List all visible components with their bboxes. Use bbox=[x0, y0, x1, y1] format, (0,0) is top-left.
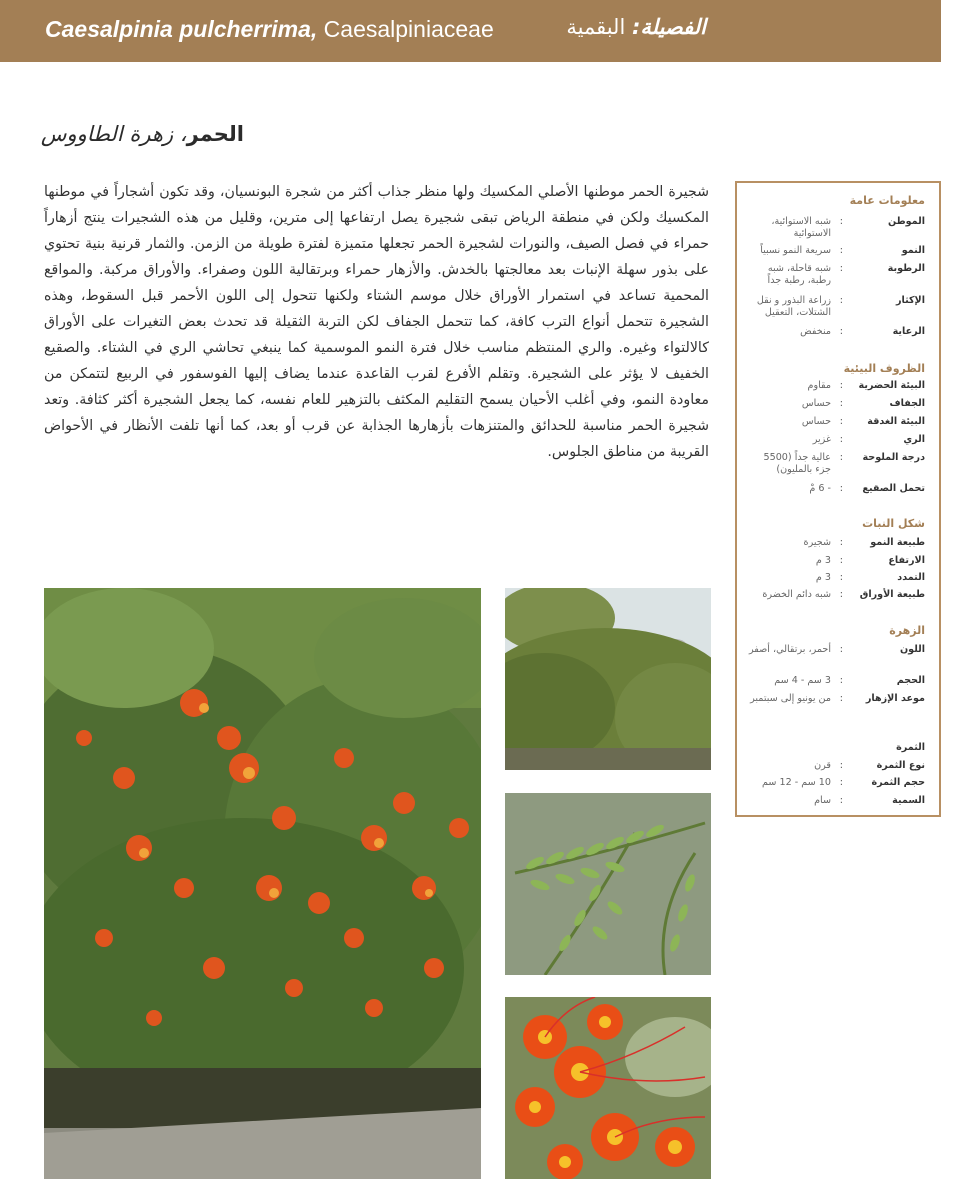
info-value: زراعة البذور و نقل الشتلات، التعقيل bbox=[756, 295, 831, 318]
info-value: من يونيو إلى سبتمبر bbox=[750, 693, 831, 704]
header-bar bbox=[0, 0, 941, 62]
scientific-name bbox=[45, 16, 494, 43]
info-label: الري bbox=[903, 434, 925, 445]
section-title-fruit: الثمرة bbox=[896, 742, 925, 753]
info-value: شبه دائم الخضرة bbox=[762, 589, 831, 600]
info-label: الرطوبة bbox=[887, 263, 925, 274]
title-separator: ، bbox=[179, 122, 187, 146]
info-value: 3 م bbox=[815, 555, 831, 566]
info-label: موعد الإزهار bbox=[865, 693, 925, 704]
description-paragraph: شجيرة الحمر موطنها الأصلي المكسيك ولها منظر جذاب أكثر من شجرة البونسيان، وقد تكون أشجاراً في موطنها المكسيك ولكن في منطقة الرياض تبقى شجيرة يصل ارتفاعها إلى مترين، وقليل من هذه الشجيرات ينتج أزهاراً حمراء في فصل الصيف، والنورات لشجيرة الحمر تجعلها متميزة لفترة طويلة من الزمن. والثمار قرنية بنية تحتوي على بذور سهلة الإنبات بعد معالجتها بالخدش. والأزهار حمراء وبرتقالية اللون وصفراء. والأوراق مركبة. والمواقع المحمية تساعد في استمرار الأوراق خلال موسم الشتاء ولكنها تتحول إلى اللون الأحمر قبل السقوط، وهذه الشجيرة تتحمل أنواع الترب كافة، كما تتحمل الجفاف لكن التربة الثقيلة قد تحدث بعض التغيرات على الأوراق كالالتواء وغيره. والري المنتظم مناسب خلال فترة النمو الموسمية كما ينبغي تحاشي الري في الشتاء. والصقيع الخفيف لا يؤثر على الشجيرة. وتقلم الأفرع لقرب القاعدة عندما يضاف إليها الفوسفور في الربيع لتتمكن من معاودة النمو، وفي أغلب الأحيان يسمح التقليم المكثف بالتزهير للعام نفسه، كما يجعل الشجيرة أكثر كثافة. وتعد شجيرة الحمر مناسبة للحدائق والمتنزهات بأزهارها الجذابة عن قرب أو بعد، كما أنها تلفت الأنظار في الأحواض القريبة من مناطق الجلوس. bbox=[44, 184, 709, 460]
info-label: الحجم bbox=[896, 675, 925, 686]
info-label: درجة الملوحة bbox=[862, 452, 925, 463]
info-value: مقاوم bbox=[807, 380, 831, 391]
page-title bbox=[40, 122, 244, 146]
plant-alt-name: زهرة الطاووس bbox=[40, 122, 174, 146]
info-value: 3 م bbox=[815, 572, 831, 583]
info-value: حساس bbox=[801, 398, 831, 409]
info-label: طبيعة الأوراق bbox=[859, 589, 925, 600]
section-title-form: شكل النبات bbox=[862, 517, 925, 530]
info-label: البيئة الحضرية bbox=[858, 380, 925, 391]
info-label: البيئة الغدقة bbox=[867, 416, 925, 427]
species-name: Caesalpinia pulcherrima, bbox=[45, 16, 318, 42]
info-value: أحمر، برتقالي، أصفر bbox=[748, 644, 831, 655]
family-latin: Caesalpiniaceae bbox=[323, 16, 494, 42]
plant-name: الحمر bbox=[186, 122, 244, 146]
section-title-environment: الظروف البيئية bbox=[843, 362, 925, 375]
info-label: النمو bbox=[901, 245, 925, 256]
info-label: الإكثار bbox=[895, 295, 925, 306]
info-value: شجيرة bbox=[803, 537, 831, 548]
info-label: طبيعة النمو bbox=[870, 537, 925, 548]
leaves-photo bbox=[505, 793, 711, 975]
section-title-flower: الزهرة bbox=[889, 624, 925, 637]
info-label: السمية bbox=[892, 795, 925, 806]
info-value: شبه قاحلة، شبه رطبة، رطبة جداً bbox=[767, 263, 831, 286]
shrub-photo bbox=[44, 588, 481, 1179]
info-value: - 6 مْ bbox=[809, 483, 831, 494]
info-value: غزير bbox=[812, 434, 831, 445]
info-label: تحمل الصقيع bbox=[862, 483, 925, 494]
info-label: اللون bbox=[899, 644, 925, 655]
family-label: الفصيلة: bbox=[631, 15, 706, 39]
family-arabic bbox=[566, 15, 706, 39]
info-value: عالية جداً (5500 جزء بالمليون) bbox=[763, 452, 831, 475]
info-label: التمدد bbox=[897, 572, 925, 583]
info-value: سام bbox=[814, 795, 831, 806]
info-label: الارتفاع bbox=[888, 555, 925, 566]
info-label: الرعاية bbox=[892, 326, 925, 337]
info-value: قرن bbox=[814, 760, 831, 771]
info-value: شبه الاستوائية، الاستوائية bbox=[771, 216, 831, 239]
info-label: نوع الثمرة bbox=[876, 760, 925, 771]
info-sidebar: معلومات عامة الموطن : شبه الاستوائية، الاستوائية النمو : سريعة النمو نسبياً الرطوبة : شبه قاحلة، شبه رطبة، رطبة جداً الإكثار : زراعة البذور و نقل الشتلات، التعقيل الرعاية : منخفض الظروف البيئية البيئة الحضرية : مقاوم الجفاف : حساس البيئة الغدقة : حساس الري : غزير درجة الملوحة : عالية جداً (5500 جزء بالمليون) تحمل الصقيع : - 6 مْ شكل النبات طبيعة النمو : شجيرة الارتفاع : 3 م التمدد : 3 م طبيعة الأوراق : شبه دائم الخضرة الزهرة اللون : أحمر، برتقالي، أصفر الحجم : 3 سم - 4 سم موعد الإزهار : من يونيو إلى سبتمبر الثمرة نوع الثمرة : قرن حجم الثمرة : 10 سم - 12 سم السمية : سام bbox=[735, 181, 941, 817]
section-title-general: معلومات عامة bbox=[849, 194, 925, 207]
info-value: منخفض bbox=[800, 326, 831, 337]
shrub-landscape-photo bbox=[505, 588, 711, 770]
info-value: 10 سم - 12 سم bbox=[762, 777, 831, 788]
flowers-photo bbox=[505, 997, 711, 1179]
info-label: الجفاف bbox=[889, 398, 925, 409]
info-label: الموطن bbox=[887, 216, 925, 227]
info-label: حجم الثمرة bbox=[871, 777, 925, 788]
info-value: حساس bbox=[801, 416, 831, 427]
info-value: 3 سم - 4 سم bbox=[774, 675, 831, 686]
info-value: سريعة النمو نسبياً bbox=[760, 245, 831, 256]
family-value: البقمية bbox=[566, 15, 626, 39]
